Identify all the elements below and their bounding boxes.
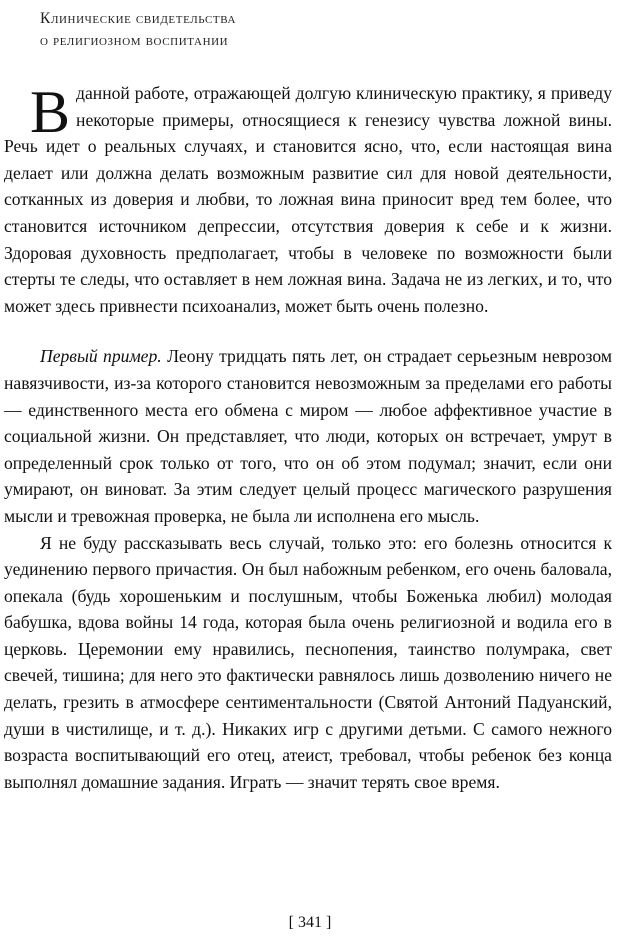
drop-cap: В — [30, 79, 71, 145]
paragraph-first-example — [4, 343, 612, 529]
header-line-2: о религиозном воспитании — [40, 32, 229, 49]
paragraph-intro — [4, 80, 612, 319]
running-header — [40, 8, 560, 52]
example-heading: Первый пример. — [40, 346, 162, 367]
paragraph-intro-text: данной работе, отражающей долгую клиническую практику, я приведу некоторые примеры, относящиеся к генезису чувства ложной вины. Речь идет о реальных случаях, и становится ясно, что, если настоящая вина делает или должна делать возможным развитие сил для новой деятельности, сотканных из доверия и любви, то ложная вина приносит вред тем более, что становится источником депрессии, отсутствия доверия к себе и к жизни. Здоровая духовность предполагает, чтобы в человеке по возможности были стерты те следы, что оставляет в нем ложная вина. Задача не из легких, и то, что может здесь привнести психоанализ, может быть очень полезно. — [4, 83, 612, 316]
page-number: [ 341 ] — [288, 914, 332, 931]
header-line-1: Клинические свидетельства — [40, 10, 236, 27]
paragraph-first-example-text: Леону тридцать пять лет, он страдает серьезным неврозом навязчивости, из-за которого становится невозможным за пределами его работы — единственного места его обмена с миром — любое аффективное участие в социальной жизни. Он представляет, что люди, которых он встречает, умрут в определенный срок только от того, что он об этом подумал; значит, если они умирают, он виноват. За этим следует целый процесс магического разрушения мысли и тревожная проверка, не была ли исполнена его мысль. — [4, 346, 612, 526]
paragraph-case — [4, 530, 612, 796]
paragraph-case-text: Я не буду рассказывать весь случай, только это: его болезнь относится к уединению первого причастия. Он был набожным ребенком, его очень баловала, опекала (будь хорошеньким и послушным, чтобы Боженька любил) молодая бабушка, вдова войны 14 года, которая была очень религиозной и водила его в церковь. Церемонии ему нравились, песнопения, таинство полумрака, свет свечей, тишина; для него это фактически равнялось лишь дозволению ничего не делать, грезить в атмосфере сентиментальности (Святой Антоний Падуанский, души в чистилище, и т. д.). Никаких игр с другими детьми. С самого нежного возраста воспитывающий его отец, атеист, требовал, чтобы ребенок без конца выполнял домашние задания. Играть — значит терять свое время. — [4, 532, 612, 792]
body-text — [4, 80, 612, 795]
